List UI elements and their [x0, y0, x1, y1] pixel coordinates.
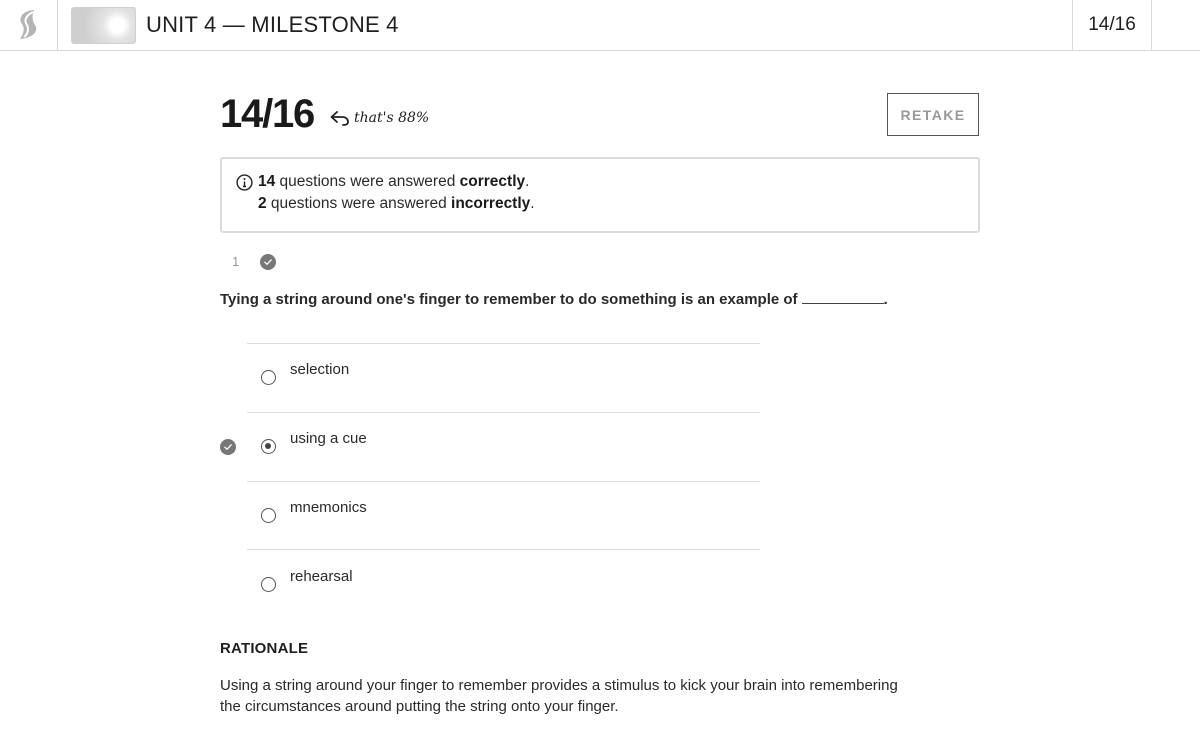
incorrect-count: 2 [258, 195, 267, 212]
incorrect-text: questions were answered [266, 195, 452, 212]
unit-thumbnail [71, 7, 136, 44]
radio-option-3[interactable] [261, 508, 276, 523]
incorrect-summary [258, 195, 535, 213]
option-label: selection [290, 361, 350, 378]
question-number: 1 [232, 254, 240, 269]
question-text [220, 291, 888, 308]
option-divider [247, 481, 760, 482]
page-title: UNIT 4 — MILESTONE 4 [146, 12, 399, 37]
score-display: 14/16 [220, 92, 315, 136]
period: . [530, 195, 535, 212]
option-divider [247, 412, 760, 413]
radio-option-1[interactable] [261, 370, 276, 385]
radio-option-2[interactable] [261, 439, 276, 454]
retake-button[interactable]: RETAKE [887, 93, 979, 136]
info-icon [236, 174, 253, 191]
radio-option-4[interactable] [261, 577, 276, 592]
correct-summary [258, 173, 529, 191]
sophia-logo-icon[interactable] [0, 0, 58, 50]
correct-text: questions were answered [275, 173, 460, 190]
header-score: 14/16 [1072, 0, 1152, 50]
option-label: rehearsal [290, 568, 353, 585]
rationale-text: Using a string around your finger to remember provides a stimulus to kick your brain into remembering the circumstances around putting the string onto your finger. [220, 677, 898, 715]
option-label: using a cue [290, 430, 367, 447]
check-circle-icon [260, 254, 276, 270]
rationale-heading: RATIONALE [220, 640, 309, 657]
results-summary [220, 157, 980, 233]
option-label: mnemonics [290, 499, 367, 516]
top-bar [0, 0, 1200, 51]
option-divider [247, 343, 760, 344]
correct-word: correctly [459, 173, 526, 190]
question-stem: Tying a string around one's finger to remember to do something is an example of [220, 291, 798, 308]
answer-blank [802, 291, 884, 304]
check-circle-icon [220, 439, 236, 455]
percentage-note [330, 110, 429, 126]
correct-count: 14 [258, 173, 276, 190]
period: . [525, 173, 530, 190]
incorrect-word: incorrectly [451, 195, 531, 212]
option-divider [247, 549, 760, 550]
reply-arrow-icon [330, 110, 350, 126]
question-period: . [883, 291, 888, 308]
percentage-text: that's 88% [354, 110, 430, 126]
